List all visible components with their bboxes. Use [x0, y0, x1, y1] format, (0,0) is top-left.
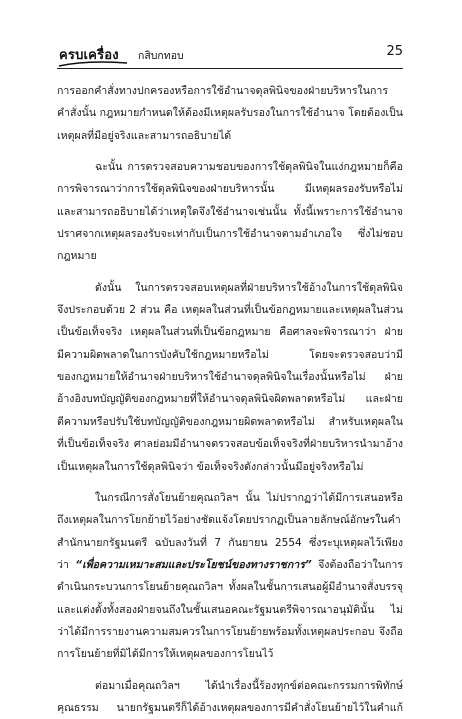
text-line: ถึงเหตุผลในการโยกย้ายไว้อย่างชัดแจ้งโดยปรากฏเป็นลายลักษณ์อักษรในคำ: [57, 514, 401, 527]
text-line: การออกคำสั่งทางปกครองหรือการใช้อำนาจดุลพินิจของฝ่ายบริหารในการ: [57, 85, 389, 97]
text-line: คำสั่งนั้น กฎหมายกำหนดให้ต้องมีเหตุผลรับรองในการใช้อำนาจ โดยต้องเป็น: [57, 107, 403, 120]
text-line: ต่อมาเมื่อคุณถวิลฯ ได้นำเรื่องนี้ร้องทุกข์ต่อคณะกรรมการพิทักษ์: [95, 679, 403, 692]
text-line: การโยนย้ายที่มิได้มีการให้เหตุผลของการโยนไว้: [57, 648, 274, 661]
text-line: คุณธรรม นายกรัฐมนตรีก็ได้อ้างเหตุผลของการมีคำสั่งโยนย้ายไว้ในคำแก้: [57, 701, 403, 714]
text-line: และแต่งตั้งทั้งสองฝ่ายจนถึงในชั้นเสนอคณะรัฐมนตรีพิจารณาอนุมัตินั้น ไม่: [57, 603, 403, 616]
text-line: ในกรณีการสั่งโยนย้ายคุณถวิลฯ นั้น ไม่ปรากฏว่าได้มีการเสนอหรือ: [95, 491, 403, 504]
brand-logo: [57, 44, 127, 66]
text-line: ฉะนั้น การตรวจสอบความชอบของการใช้ดุลพินิจในแง่กฎหมายก็คือ: [95, 161, 403, 174]
text-line: เหตุผลที่มีอยู่จริงและสามารถอธิบายได้: [57, 129, 232, 142]
header-rule: [57, 68, 403, 69]
text-line: ดังนั้น ในการตรวจสอบเหตุผลที่ฝ่ายบริหารใช้อ้างในการใช้ดุลพินิจ: [95, 281, 403, 294]
text-line: ที่เป็นข้อเท็จจริง ศาลย่อมมีอำนาจตรวจสอบข้อเท็จจริงที่ฝ่ายบริหารนำมาอ้าง: [57, 438, 403, 451]
section-title: กสิบกทอบ: [138, 50, 184, 62]
body-text: [57, 80, 403, 719]
text-line: ดำเนินกระบวนการโยนย้ายคุณถวิลฯ ทั้งผลในชั้นการเสนอผู้มีอำนาจสั่งบรรจุ: [57, 581, 403, 594]
text-line-emphasis: ว่า “เพื่อความเหมาะสมและประโยชน์ของทางราชการ” จึงต้องถือว่าในการ: [57, 558, 403, 571]
text-line: กฎหมาย: [57, 250, 97, 263]
text-line: ว่าได้มีการรายงานความสมควรในการโยนย้ายพร้อมทั้งเหตุผลประกอบ จึงถือ: [57, 625, 403, 638]
text-line: จึงประกอบด้วย 2 ส่วน คือ เหตุผลในส่วนที่เป็นข้อกฎหมายและเหตุผลในส่วน: [57, 304, 403, 317]
paragraph: [57, 80, 403, 147]
page-number: 25: [386, 44, 403, 59]
paragraph: [57, 277, 403, 478]
text-line: ปราศจากเหตุผลรองรับจะเท่ากับเป็นการใช้อำนาจตามอำเภอใจ ซึ่งไม่ชอบ: [57, 228, 403, 241]
text-line: ของกฎหมายให้อำนาจฝ่ายบริหารใช้อำนาจดุลพินิจในเรื่องนั้นหรือไม่ ฝ่าย: [57, 371, 403, 384]
paragraph: [57, 156, 403, 268]
page-header: [57, 40, 403, 70]
brand-swoosh-icon: [57, 60, 129, 68]
paragraph: [57, 487, 403, 666]
text-line: สำนักนายกรัฐมนตรี ฉบับลงวันที่ 7 กันยายน 2554 ซึ่งระบุเหตุผลไว้เพียง: [57, 536, 403, 549]
text-line: มีความผิดพลาดในการบังคับใช้กฎหมายหรือไม่ โดยจะตรวจสอบว่ามี: [57, 348, 403, 361]
text-line: และสามารถอธิบายได้ว่าเหตุใดจึงใช้อำนาจเช่นนั้น ทั้งนี้เพราะการใช้อำนาจ: [57, 205, 403, 218]
brand-text: ครบเครื่อง: [59, 48, 119, 63]
text-line: อ้างอิงบทบัญญัติของกฎหมายที่ให้อำนาจดุลพินิจผิดพลาดหรือไม่ และฝ่าย: [57, 393, 403, 406]
text-line: การพิจารณาว่าการใช้ดุลพินิจของฝ่ายบริหารนั้น มีเหตุผลรองรับหรือไม่: [57, 183, 403, 196]
emphasis-phrase: “เพื่อความเหมาะสมและประโยชน์ของทางราชการ”: [75, 558, 312, 571]
text-line: ตีความหรือปรับใช้บทบัญญัติของกฎหมายผิดพลาดหรือไม่ สำหรับเหตุผลใน: [57, 415, 403, 428]
paragraph: [57, 675, 403, 719]
text-line: เป็นเหตุผลในการใช้ดุลพินิจว่า ข้อเท็จจริงดังกล่าวนั้นมีอยู่จริงหรือไม่: [57, 460, 364, 473]
text-line: เป็นข้อเท็จจริง เหตุผลในส่วนที่เป็นข้อกฎหมาย คือศาลจะพิจารณาว่า ฝ่าย: [57, 326, 403, 339]
